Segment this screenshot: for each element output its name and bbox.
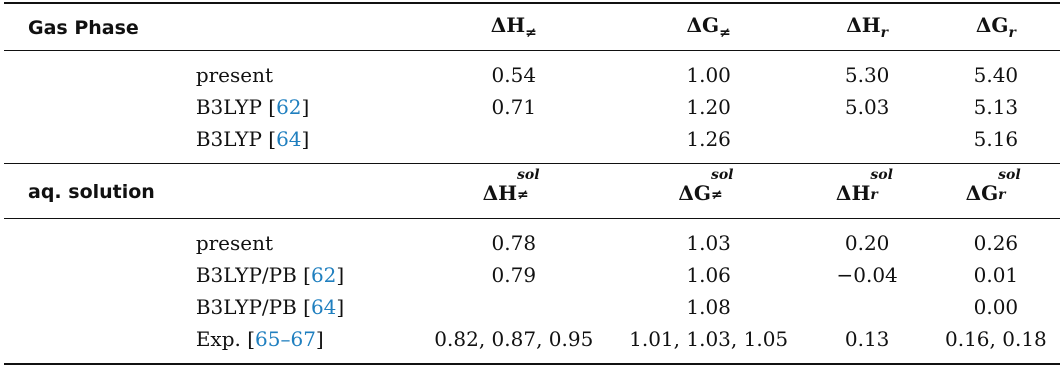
value-cell: 0.13	[803, 323, 932, 364]
value-cell: 0.01	[973, 263, 1019, 287]
table-row	[4, 219, 1060, 260]
value-cell: 1.20	[686, 95, 731, 119]
aq-header-dg-activation: ΔG sol ≠	[615, 164, 803, 219]
value-cell: 0.71	[491, 95, 537, 119]
value-cell: 5.13	[973, 95, 1019, 119]
value-cell: 0.20	[844, 231, 890, 255]
citation-link[interactable]: 65–67	[255, 327, 316, 351]
method-label: B3LYP/PB [64]	[195, 295, 345, 319]
value-cell	[803, 123, 932, 164]
citation-link[interactable]: 62	[276, 95, 302, 119]
value-cell: 1.06	[686, 263, 731, 287]
value-cell	[413, 291, 615, 323]
value-cell	[803, 291, 932, 323]
value-cell: 1.26	[686, 127, 731, 151]
value-cell: 0.16, 0.18	[932, 323, 1060, 364]
value-cell	[413, 123, 615, 164]
table-row	[4, 123, 1060, 164]
value-cell: −0.04	[836, 263, 898, 287]
value-cell: 0.79	[491, 263, 537, 287]
table-row	[4, 51, 1060, 92]
value-cell: 0.82, 0.87, 0.95	[413, 323, 615, 364]
gas-header-dg-reaction: $\Delta G_r$	[932, 3, 1060, 51]
value-cell: 5.03	[844, 95, 890, 119]
value-cell: 5.40	[973, 63, 1019, 87]
table-row	[4, 259, 1060, 291]
gas-header-dh-activation: $\Delta H_\ne$	[413, 3, 615, 51]
value-cell: 0.26	[973, 231, 1019, 255]
value-cell: 0.78	[491, 231, 537, 255]
value-cell: 5.30	[844, 63, 890, 87]
table-row	[4, 323, 1060, 364]
energy-comparison-table	[4, 2, 1060, 365]
gas-header-dg-activation: $\Delta G_\ne$	[615, 3, 803, 51]
gas-header-dh-reaction: $\Delta H_r$	[803, 3, 932, 51]
method-label: B3LYP/PB [62]	[195, 263, 345, 287]
citation-link[interactable]: 64	[276, 127, 302, 151]
citation-link[interactable]: 62	[310, 263, 337, 287]
method-label: B3LYP [62]	[195, 95, 310, 119]
gas-phase-section-label: Gas Phase	[28, 16, 139, 39]
value-cell: 1.08	[686, 295, 731, 319]
gas-phase-header-row	[4, 3, 1060, 51]
method-label: Exp. [65–67]	[196, 323, 413, 364]
aq-solution-header-row	[4, 164, 1060, 219]
value-cell: 1.00	[686, 63, 731, 87]
aq-header-dh-reaction: ΔH sol r	[803, 164, 932, 219]
aq-header-dh-activation: ΔH sol ≠	[413, 164, 615, 219]
citation-link[interactable]: 64	[310, 295, 337, 319]
table-row	[4, 91, 1060, 123]
method-label: B3LYP [64]	[195, 127, 310, 151]
aq-solution-section-label: aq. solution	[28, 180, 155, 203]
method-label: present	[195, 63, 274, 87]
value-cell: 1.01, 1.03, 1.05	[615, 323, 803, 364]
table-row	[4, 291, 1060, 323]
value-cell: 5.16	[973, 127, 1019, 151]
aq-header-dg-reaction: ΔG sol r	[932, 164, 1060, 219]
value-cell: 1.03	[686, 231, 731, 255]
value-cell: 0.54	[491, 63, 537, 87]
value-cell: 0.00	[973, 295, 1019, 319]
method-label: present	[195, 231, 274, 255]
